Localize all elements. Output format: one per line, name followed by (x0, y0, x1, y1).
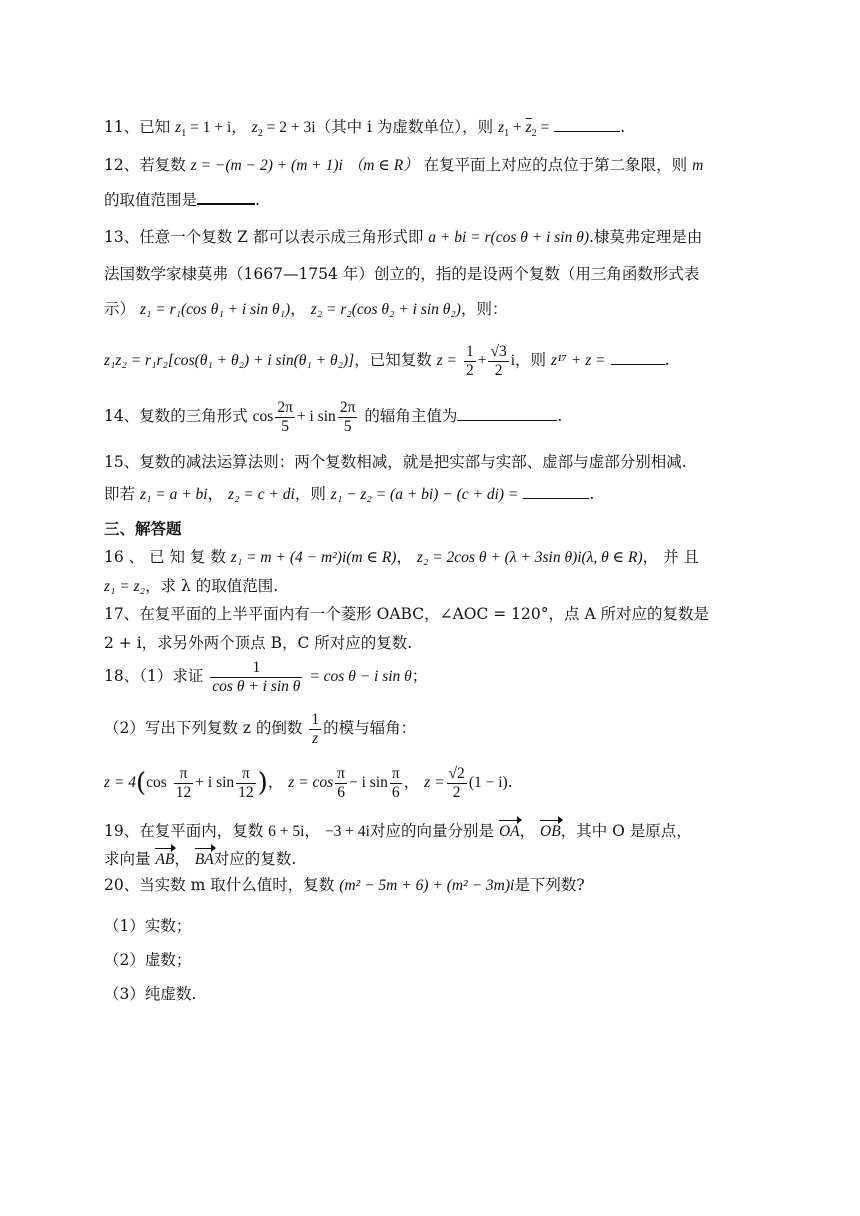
q16-text: 16 、 已 知 复 数 (104, 548, 226, 566)
q16-condition: z₁ = z₂ (104, 578, 146, 595)
q20-item-3-text: （3）纯虚数. (104, 985, 197, 1003)
q15-sep: ， (207, 485, 224, 503)
q12-label: 12、若复数 (104, 156, 186, 174)
question-15-line2 (104, 482, 594, 507)
question-19-line2 (104, 847, 296, 872)
q18-z3-factor: (1 − i) (468, 774, 508, 791)
q13-sep: ， (290, 300, 306, 318)
q15-z1: z₁ = a + bi (139, 486, 208, 503)
q16-z2: z₂ = 2cos θ + (λ + 3sin θ)i(λ, θ ∈ R) (416, 549, 643, 566)
q11-sum-expr: $z_1 + \overline{z}_2$ (498, 119, 537, 140)
q11-z2: $z_2 = 2 + 3i$ (251, 119, 316, 140)
q13-z17-expr: z¹⁷ + z = (550, 352, 606, 369)
q18-z1-cos: cos (146, 774, 167, 791)
q11-answer-blank[interactable] (554, 117, 620, 132)
question-17-line2 (104, 631, 412, 655)
q15-then: ，则 (294, 485, 326, 503)
q13-plus: + (477, 352, 487, 369)
q18-frac: $\frac{1}{\text{cos θ + i sin θ}}$ (212, 658, 301, 695)
section-title-text: 三、解答题 (104, 520, 182, 538)
q20-item-1-text: （1）实数； (104, 917, 192, 935)
q20-text1: 20、当实数 m 取什么值时，复数 (104, 876, 335, 894)
question-17-line1 (104, 602, 709, 626)
q18-label: 18、（1）求证 (104, 667, 204, 685)
q19-text3: ，其中 O 是原点， (560, 822, 692, 840)
q13-trig-form: a + bi = r(cos θ + i sin θ) (428, 229, 589, 246)
q14-cos: cos (252, 408, 274, 425)
q19-c1: 6 + 5i (268, 823, 305, 840)
q15-period: . (589, 485, 595, 503)
question-13-line3 (104, 297, 507, 322)
q18-period: . (507, 773, 513, 791)
q13-period: . (664, 351, 670, 369)
question-16-line2 (104, 574, 278, 599)
q13-z1: z₁ = r₁(cos θ₁ + i sin θ₁) (139, 301, 291, 318)
question-16-line1 (104, 545, 699, 570)
q14-answer-blank[interactable] (457, 406, 557, 421)
q14-text: 的辐角主值为 (364, 407, 458, 425)
q20-expr: (m² − 5m + 6) + (m² − 3m)i (339, 877, 515, 894)
q18-z3-eq: z = (424, 774, 445, 791)
q13-text1b: .棣莫弗定理是由 (589, 228, 703, 246)
question-19-line1: 19、在复平面内，复数 6 + 5i， −3 + 4i对应的向量分别是 OA， OB，其中 O 是原点， (104, 819, 692, 844)
q18-reciprocal-frac: $\frac{1}{z}$ (311, 710, 320, 747)
q18-z2-frac1: $\frac{\pi}{6}$ (337, 764, 345, 801)
q18-z2-isin: − i sin (349, 774, 388, 791)
q13-then: ，则 (515, 351, 547, 369)
question-13-line2 (104, 262, 699, 286)
q15-expr: z₁ − z₂ = (a + bi) − (c + di) = (330, 486, 519, 503)
q18-sep: ； (411, 667, 428, 685)
q18-z1-isin: + i sin (195, 774, 235, 791)
q18-sep1: ， (267, 773, 284, 791)
section-title (104, 517, 182, 541)
q13-i: i (510, 352, 516, 369)
q18-part2-text: （2）写出下列复数 z 的倒数 (104, 719, 303, 737)
q11-z1: $z_1 = 1 + i$ (175, 119, 232, 140)
q13-z2: z₂ = r₂(cos θ₂ + i sin θ₂) (310, 301, 461, 318)
q18-z1-coef: z = 4 (104, 774, 136, 791)
q13-z-eq: z = (436, 352, 458, 369)
q13-product-formula: z₁z₂ = r₁r₂[cos(θ₁ + θ₂) + i sin(θ₁ + θ₂)] (104, 352, 355, 369)
q20-text2: 是下列数? (514, 876, 585, 894)
q12-period: . (255, 191, 260, 209)
question-18-part1 (104, 654, 427, 699)
q13-text4: ，已知复数 (354, 351, 432, 369)
question-18-part2 (104, 706, 416, 750)
q20-item-2 (104, 948, 191, 972)
q20-item-3 (104, 982, 196, 1006)
q19-sep2: ， (174, 850, 190, 868)
q14-label: 14、复数的三角形式 (104, 407, 248, 425)
q19-text1: 19、在复平面内，复数 (104, 822, 264, 840)
q12-var: m (692, 157, 704, 174)
q13-answer-blank[interactable] (611, 350, 665, 365)
question-14 (104, 394, 562, 439)
q19-vector-ab: AB (155, 848, 174, 872)
q15-text1: 15、复数的减法运算法则：两个复数相减，就是把实部与实部、虚部与虚部分别相减. (104, 453, 687, 471)
q14-period: . (557, 407, 563, 425)
q16-text2: ，求 λ 的取值范围. (145, 577, 279, 595)
q13-frac-half: $\frac{1}{2}$ (465, 342, 474, 379)
q13-text3: 示） (104, 300, 136, 318)
q13-text3-end: ，则： (460, 300, 508, 318)
question-13-line4 (104, 338, 670, 383)
q18-part2-text2: 的模与辐角： (323, 719, 417, 737)
q18-z1-frac1: $\frac{\pi}{12}$ (175, 764, 192, 801)
q11-eq: = (536, 119, 550, 136)
q14-isin: + i sin (296, 408, 336, 425)
q12-text: 在复平面上对应的点位于第二象限，则 (423, 156, 688, 174)
q18-z2-frac2: $\frac{\pi}{6}$ (391, 764, 400, 801)
q13-frac-sqrt3: $\frac{√3}{2}$ (490, 342, 507, 379)
q12-answer-blank[interactable] (197, 189, 255, 205)
q11-period: . (620, 118, 626, 136)
q19-text5: 对应的复数. (213, 850, 297, 868)
q15-z2: z₂ = c + di (228, 486, 295, 503)
q19-text4: 求向量 (104, 850, 151, 868)
question-12-line2 (104, 188, 260, 212)
q15-text2: 即若 (104, 485, 136, 503)
q15-answer-blank[interactable] (523, 484, 589, 499)
question-12-line1 (104, 153, 703, 178)
q19-vector-oa: OA (499, 820, 520, 844)
question-15-line1 (104, 450, 687, 474)
q14-frac1: $\frac{2\pi}{5}$ (277, 398, 293, 435)
q19-vector-ba: BA (195, 848, 214, 872)
q16-z1: z₁ = m + (4 − m²)i(m ∈ R) (230, 549, 397, 566)
question-11 (104, 115, 625, 146)
q19-vector-ob: OB (540, 820, 561, 844)
q12-condition: （m ∈ R） (347, 157, 419, 174)
q18-z3-frac: $\frac{√2}{2}$ (448, 764, 465, 801)
q16-end: ， 并 且 (642, 548, 699, 566)
q16-sep: ， (396, 548, 412, 566)
q11-sep: ， (231, 118, 247, 136)
q20-item-1 (104, 914, 191, 938)
q12-text2: 的取值范围是 (104, 191, 198, 209)
q18-z2-cos: z = cos (288, 774, 334, 791)
q11-label: 11、已知 (104, 118, 171, 136)
q13-text2: 法国数学家棣莫弗（1667—1754 年）创立的，指的是设两个复数（用三角函数形式表 (104, 265, 700, 283)
q17-text1: 17、在复平面的上半平面内有一个菱形 OABC，∠AOC = 120°，点 A 所对应的复数是 (104, 605, 710, 623)
q18-z1-frac2: $\frac{\pi}{12}$ (238, 764, 254, 801)
q12-expr: z = −(m − 2) + (m + 1)i (190, 157, 343, 174)
q18-rhs: = cos θ − i sin θ (309, 668, 412, 685)
question-18-part3: z = 4(cos $\frac{\pi}{12}$ + i sin $\frac{\pi}{12}$ )， z = cos $\frac{\pi}{6}$ − i sin $\frac{\pi}{6}$ ， z = $\frac{√2}{2}$ (1 − i). (104, 764, 513, 801)
q19-text2: 对应的向量分别是 (369, 822, 494, 840)
q11-note: （其中 i 为虚数单位），则 (315, 118, 494, 136)
question-20-line1 (104, 873, 585, 898)
q20-item-2-text: （2）虚数； (104, 951, 192, 969)
question-13-line1 (104, 225, 702, 250)
q19-sep: ， (304, 822, 320, 840)
q17-text2: 2 + i，求另外两个顶点 B，C 所对应的复数. (104, 634, 413, 652)
q18-sep2: ， (403, 773, 420, 791)
q19-c2: −3 + 4i (324, 823, 370, 840)
q13-text1: 13、任意一个复数 Z 都可以表示成三角形式即 (104, 228, 424, 246)
q14-frac2: $\frac{2\pi}{5}$ (339, 398, 356, 435)
